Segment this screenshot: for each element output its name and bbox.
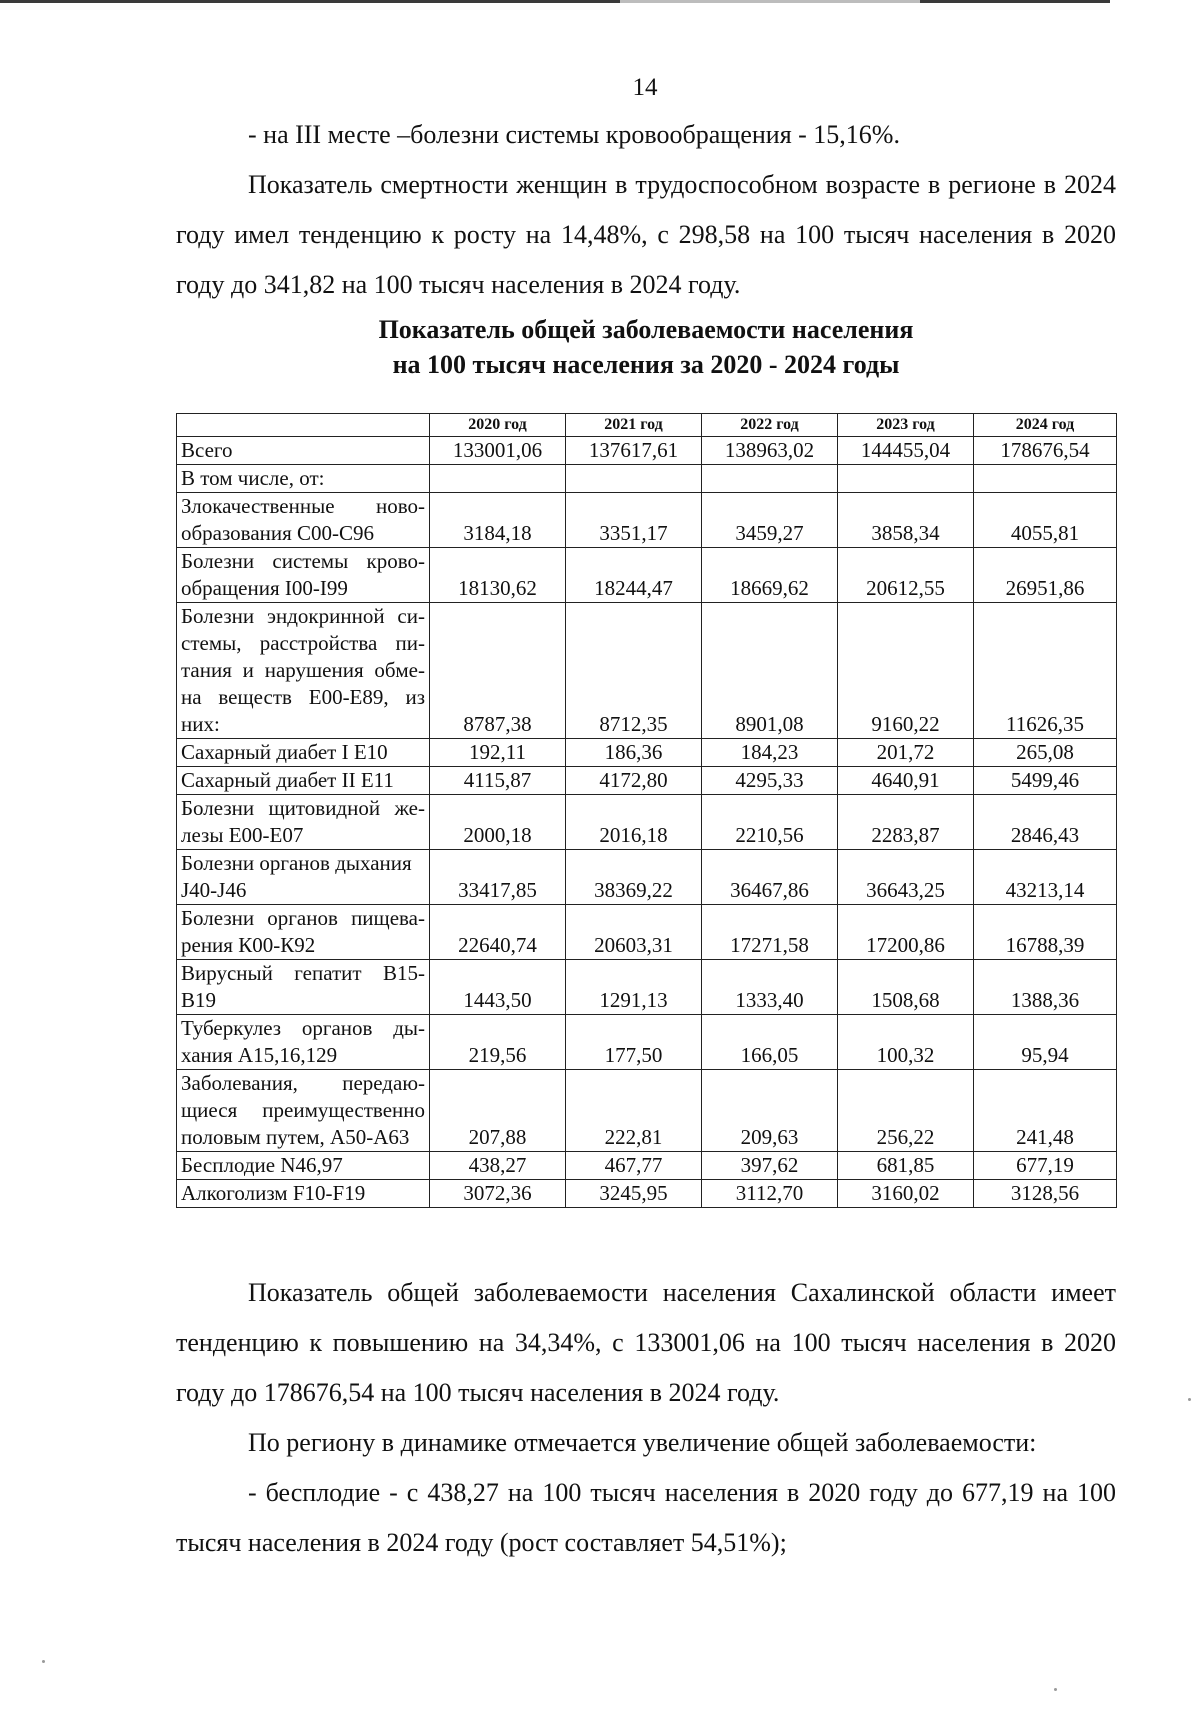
value-cell: 2016,18 — [566, 795, 702, 850]
value-cell: 8901,08 — [702, 603, 838, 739]
value-cell: 33417,85 — [430, 850, 566, 905]
header-cell — [177, 414, 430, 437]
row-label: Бесплодие N46,97 — [177, 1152, 430, 1180]
value-cell: 18130,62 — [430, 548, 566, 603]
value-cell: 677,19 — [974, 1152, 1117, 1180]
value-cell: 2846,43 — [974, 795, 1117, 850]
value-cell: 3112,70 — [702, 1180, 838, 1208]
value-cell: 95,94 — [974, 1015, 1117, 1070]
header-cell: 2023 год — [838, 414, 974, 437]
value-cell: 9160,22 — [838, 603, 974, 739]
table-row — [177, 465, 1117, 493]
value-cell: 219,56 — [430, 1015, 566, 1070]
value-cell: 20612,55 — [838, 548, 974, 603]
table-row — [177, 1015, 1117, 1070]
value-cell: 16788,39 — [974, 905, 1117, 960]
value-cell: 3459,27 — [702, 493, 838, 548]
value-cell: 467,77 — [566, 1152, 702, 1180]
table-row — [177, 767, 1117, 795]
value-cell: 3184,18 — [430, 493, 566, 548]
value-cell: 1333,40 — [702, 960, 838, 1015]
paragraph-women-mortality: Показатель смертности женщин в трудоспособном возрасте в регионе в 2024 году имел тенденцию к росту на 14,48%, с 298,58 на 100 тысяч населения в 2020 году до 341,82 на 100 тысяч населения в 2024 году. — [176, 170, 1116, 299]
paragraph-rank3: - на III месте –болезни системы кровообращения - 15,16%. — [248, 120, 900, 149]
row-label: Заболевания, передаю-щиеся преимущественно половым путем, А50-А63 — [177, 1070, 430, 1152]
value-cell: 4115,87 — [430, 767, 566, 795]
scan-top-edge — [0, 0, 1110, 3]
table-row — [177, 1152, 1117, 1180]
value-cell — [838, 465, 974, 493]
value-cell — [430, 465, 566, 493]
value-cell: 3351,17 — [566, 493, 702, 548]
row-label: Сахарный диабет II Е11 — [177, 767, 430, 795]
value-cell: 177,50 — [566, 1015, 702, 1070]
value-cell: 100,32 — [838, 1015, 974, 1070]
value-cell: 178676,54 — [974, 437, 1117, 465]
row-label: Сахарный диабет I Е10 — [177, 739, 430, 767]
page-number: 14 — [632, 74, 658, 101]
value-cell: 133001,06 — [430, 437, 566, 465]
value-cell: 207,88 — [430, 1070, 566, 1152]
value-cell: 38369,22 — [566, 850, 702, 905]
value-cell: 4055,81 — [974, 493, 1117, 548]
paragraph-infertility: - бесплодие - с 438,27 на 100 тысяч населения в 2020 году до 677,19 на 100 тысяч населения в 2024 году (рост составляет 54,51%); — [176, 1478, 1116, 1557]
value-cell: 8787,38 — [430, 603, 566, 739]
value-cell: 43213,14 — [974, 850, 1117, 905]
table-row — [177, 493, 1117, 548]
table-row — [177, 905, 1117, 960]
value-cell: 17200,86 — [838, 905, 974, 960]
value-cell: 2283,87 — [838, 795, 974, 850]
value-cell: 166,05 — [702, 1015, 838, 1070]
value-cell: 209,63 — [702, 1070, 838, 1152]
value-cell: 18669,62 — [702, 548, 838, 603]
table-title — [176, 312, 1116, 382]
value-cell: 2000,18 — [430, 795, 566, 850]
value-cell: 2210,56 — [702, 795, 838, 850]
scan-speck — [1054, 1688, 1057, 1691]
value-cell: 3128,56 — [974, 1180, 1117, 1208]
table-row — [177, 960, 1117, 1015]
table-row — [177, 850, 1117, 905]
row-label: Всего — [177, 437, 430, 465]
row-label: Злокачественные ново-образования С00-С96 — [177, 493, 430, 548]
value-cell: 397,62 — [702, 1152, 838, 1180]
value-cell: 1388,36 — [974, 960, 1117, 1015]
value-cell: 11626,35 — [974, 603, 1117, 739]
table-row — [177, 1180, 1117, 1208]
value-cell: 8712,35 — [566, 603, 702, 739]
value-cell: 22640,74 — [430, 905, 566, 960]
value-cell: 681,85 — [838, 1152, 974, 1180]
value-cell: 26951,86 — [974, 548, 1117, 603]
row-label: Туберкулез органов ды-хания А15,16,129 — [177, 1015, 430, 1070]
table-row — [177, 739, 1117, 767]
value-cell: 184,23 — [702, 739, 838, 767]
value-cell: 36643,25 — [838, 850, 974, 905]
value-cell: 36467,86 — [702, 850, 838, 905]
value-cell: 5499,46 — [974, 767, 1117, 795]
row-label: Болезни системы крово-обращения I00-I99 — [177, 548, 430, 603]
value-cell: 18244,47 — [566, 548, 702, 603]
value-cell: 265,08 — [974, 739, 1117, 767]
scan-top-edge-faint — [620, 0, 920, 3]
header-cell: 2024 год — [974, 414, 1117, 437]
value-cell: 4295,33 — [702, 767, 838, 795]
value-cell — [566, 465, 702, 493]
value-cell: 256,22 — [838, 1070, 974, 1152]
table-row — [177, 1070, 1117, 1152]
value-cell: 137617,61 — [566, 437, 702, 465]
value-cell: 1291,13 — [566, 960, 702, 1015]
table-row — [177, 795, 1117, 850]
value-cell: 20603,31 — [566, 905, 702, 960]
header-cell: 2021 год — [566, 414, 702, 437]
value-cell: 201,72 — [838, 739, 974, 767]
paragraph-morbidity-trend: Показатель общей заболеваемости населения Сахалинской области имеет тенденцию к повышению на 34,34%, с 133001,06 на 100 тысяч населения в 2020 году до 178676,54 на 100 тысяч населения в 2024 году. — [176, 1278, 1116, 1407]
value-cell: 144455,04 — [838, 437, 974, 465]
value-cell: 222,81 — [566, 1070, 702, 1152]
row-label: Алкоголизм F10-F19 — [177, 1180, 430, 1208]
value-cell: 4172,80 — [566, 767, 702, 795]
value-cell: 3245,95 — [566, 1180, 702, 1208]
value-cell: 1443,50 — [430, 960, 566, 1015]
morbidity-table — [176, 413, 1117, 1208]
scan-speck — [42, 1660, 45, 1663]
value-cell: 138963,02 — [702, 437, 838, 465]
header-cell: 2022 год — [702, 414, 838, 437]
value-cell: 438,27 — [430, 1152, 566, 1180]
row-label: Болезни эндокринной си-стемы, расстройства пи-тания и нарушения обме-на веществ Е00-Е89, из них: — [177, 603, 430, 739]
table-row — [177, 437, 1117, 465]
row-label: Болезни органов дыхания J40-J46 — [177, 850, 430, 905]
value-cell: 1508,68 — [838, 960, 974, 1015]
value-cell — [974, 465, 1117, 493]
row-label: Вирусный гепатит В15-В19 — [177, 960, 430, 1015]
scan-speck — [1188, 1398, 1191, 1401]
value-cell: 3160,02 — [838, 1180, 974, 1208]
table-row — [177, 603, 1117, 739]
header-cell: 2020 год — [430, 414, 566, 437]
value-cell: 3072,36 — [430, 1180, 566, 1208]
table-title-line-1: Показатель общей заболеваемости населения — [378, 315, 914, 344]
table-title-line-2: на 100 тысяч населения за 2020 - 2024 годы — [392, 350, 900, 379]
value-cell — [702, 465, 838, 493]
table-row — [177, 548, 1117, 603]
row-label: Болезни щитовидной же-лезы Е00-Е07 — [177, 795, 430, 850]
paragraph-region-dynamics: По региону в динамике отмечается увеличение общей заболеваемости: — [248, 1428, 1037, 1457]
row-label: Болезни органов пищева-рения К00-К92 — [177, 905, 430, 960]
row-label: В том числе, от: — [177, 465, 430, 493]
value-cell: 192,11 — [430, 739, 566, 767]
value-cell: 3858,34 — [838, 493, 974, 548]
value-cell: 186,36 — [566, 739, 702, 767]
value-cell: 4640,91 — [838, 767, 974, 795]
table-header-row — [177, 414, 1117, 437]
value-cell: 241,48 — [974, 1070, 1117, 1152]
value-cell: 17271,58 — [702, 905, 838, 960]
